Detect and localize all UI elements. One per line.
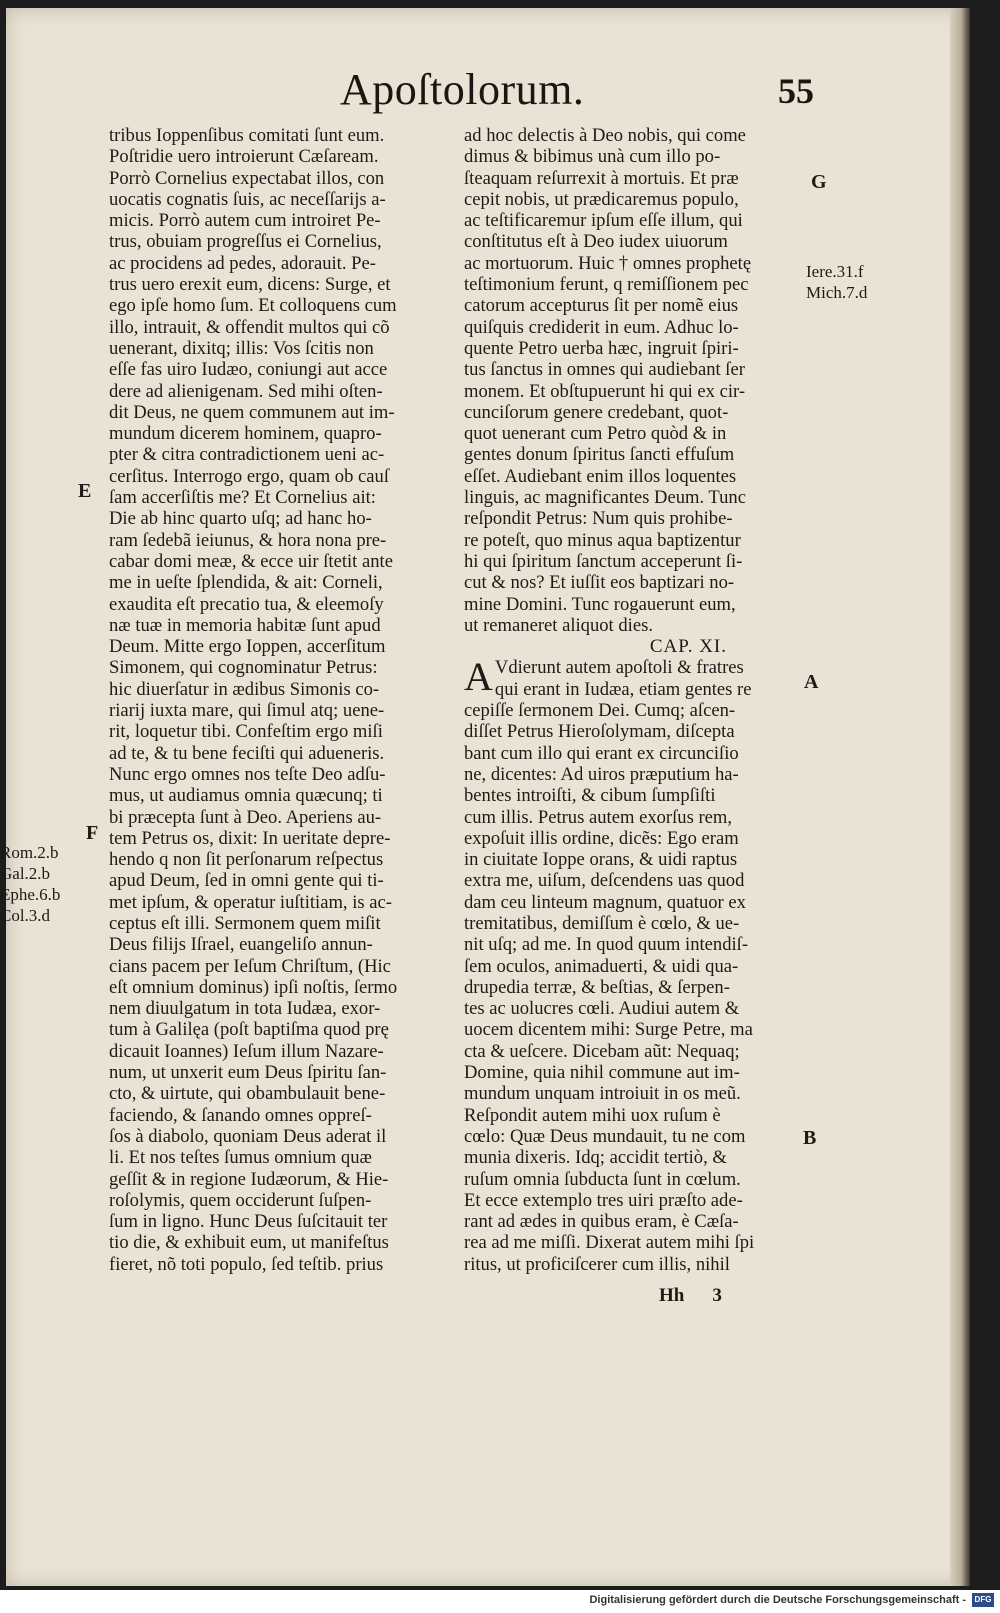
text-line: linguis, ac magnificantes Deum. Tunc xyxy=(464,487,746,509)
text-line: ut remaneret aliquot dies. xyxy=(464,614,653,636)
text-line: tem Petrus os, dixit: In ueritate depre- xyxy=(109,827,391,849)
text-line: Reſpondit autem mihi uox ruſum è xyxy=(464,1104,721,1126)
text-line: num, ut unxerit eum Deus ſpiritu ſan- xyxy=(109,1062,387,1084)
text-line: hi qui ſpiritum ſanctum acceperunt ſi- xyxy=(464,550,743,572)
text-line: uenerant, dixitq; illis: Vos ſcitis non xyxy=(109,337,374,359)
text-line: mine Domini. Tunc rogauerunt eum, xyxy=(464,593,736,615)
text-line: nit uſq; ad me. In quod quum intendiſ- xyxy=(464,934,749,956)
text-line: Domine, quia nihil commune aut im- xyxy=(464,1062,740,1084)
text-line: cut & nos? Et iuſſit eos baptizari no- xyxy=(464,572,735,594)
page-spine-edge xyxy=(950,8,970,1586)
text-line: re poteſt, quo minus aqua baptizentur xyxy=(464,529,741,551)
text-line: dere ad alienigenam. Sed mihi oſten- xyxy=(109,380,383,402)
text-line: diſſet Petrus Hieroſolymam, diſcepta xyxy=(464,721,735,743)
text-line: trus uero erexit eum, dicens: Surge, et xyxy=(109,274,391,296)
text-line: ne, dicentes: Ad uiros præputium ha- xyxy=(464,763,739,785)
right-column-before-chapter xyxy=(464,125,797,636)
text-line: trus, obuiam progreſſus ei Cornelius, xyxy=(109,231,382,253)
text-line: exaudita eſt precatio tua, & eleemoſy xyxy=(109,593,384,615)
text-line: quiſquis crediderit in eum. Adhuc lo- xyxy=(464,316,739,338)
text-line: tes ac uolucres cœli. Audiui autem & xyxy=(464,998,740,1020)
text-line: rant ad ædes in quibus eram, è Cæſa- xyxy=(464,1211,739,1233)
text-line: extra me, uiſum, deſcendens uas quod xyxy=(464,870,745,892)
text-line: munia dixeris. Idq; accidit tertiò, & xyxy=(464,1147,727,1169)
text-line: cians pacem per Ieſum Chriſtum, (Hic xyxy=(109,955,391,977)
book-page xyxy=(0,8,966,1586)
text-line: Nunc ergo omnes nos teſte Deo adſu- xyxy=(109,763,386,785)
text-line: cabar domi meæ, & ecce uir ſtetit ante xyxy=(109,550,393,572)
text-line: cta & ueſcere. Dicebam aũt: Nequaq; xyxy=(464,1040,740,1062)
text-line: cunciſorum genere credebant, quot- xyxy=(464,401,729,423)
text-line: geſſit & in regione Iudæorum, & Hie- xyxy=(109,1168,389,1190)
margin-ref: Ephe.6.b xyxy=(0,885,61,904)
margin-letter-f: F xyxy=(86,822,99,844)
text-line: teſtimonium ferunt, q remiſſionem pec xyxy=(464,274,749,296)
text-line: cum illis. Petrus autem exorſus rem, xyxy=(464,806,733,828)
margin-letter-a: A xyxy=(804,671,819,693)
text-line: ſem oculos, animaduerti, & uidi qua- xyxy=(464,955,739,977)
margin-ref: Gal.2.b xyxy=(0,864,51,883)
text-line: eſſet. Audiebant enim illos loquentes xyxy=(464,465,737,487)
text-line: uocatis cognatis ſuis, ac neceſſarijs a- xyxy=(109,188,386,210)
text-line: in ciuitate Ioppe orans, & uidi raptus xyxy=(464,849,738,871)
text-line: hendo q non ſit perſonarum reſpectus xyxy=(109,849,384,871)
text-line: gentes donum ſpiritus ſancti effuſum xyxy=(464,444,735,466)
dfg-logo: DFG xyxy=(972,1593,994,1607)
text-line: ram ſedebã ieiunus, & hora nona pre- xyxy=(109,529,387,551)
page-number: 55 xyxy=(778,71,814,111)
text-line: dimus & bibimus unà cum illo po- xyxy=(464,146,721,168)
right-text-column xyxy=(464,125,797,1275)
text-line: cepit nobis, ut prædicaremus populo, xyxy=(464,188,739,210)
signature-number: 3 xyxy=(712,1285,722,1306)
text-line: roſolymis, quem occiderunt ſuſpen- xyxy=(109,1189,372,1211)
text-line: bant cum illo qui erant ex circunciſio xyxy=(464,742,739,764)
text-line: tus ſanctus in omnes qui audiebant ſer xyxy=(464,359,745,381)
chapter-dropcap: A xyxy=(464,654,493,700)
margin-refs-left xyxy=(0,842,60,926)
margin-letter-b: B xyxy=(803,1127,817,1149)
margin-ref: Mich.7.d xyxy=(806,283,868,302)
text-line: expoſuit illis ordine, dicẽs: Ego eram xyxy=(464,827,739,849)
text-line: cerſitus. Interrogo ergo, quam ob cauſ xyxy=(109,465,390,487)
text-line: ac teſtificaremur ipſum eſſe illum, qui xyxy=(464,210,743,232)
text-line: dicauit Ioannes) Ieſum illum Nazare- xyxy=(109,1040,384,1062)
text-line: faciendo, & ſanando omnes oppreſ- xyxy=(109,1104,372,1126)
text-line: Deus filijs Iſrael, euangeliſo annun- xyxy=(109,934,373,956)
margin-ref: Col.3.d xyxy=(0,906,51,925)
text-line: ruſum omnia ſubducta ſunt in cœlum. xyxy=(464,1168,741,1190)
text-line: mundum unquam introiuit in os meũ. xyxy=(464,1083,741,1105)
text-line: ſam accerſiſtis me? Et Cornelius ait: xyxy=(109,487,376,509)
text-line: dit Deus, ne quem communem aut im- xyxy=(109,401,395,423)
text-line: Porrò Cornelius expectabat illos, con xyxy=(109,167,385,189)
text-line: me in ueſte ſplendida, & ait: Corneli, xyxy=(109,572,383,594)
text-line: Et ecce extemplo tres uiri præſto ade- xyxy=(464,1189,743,1211)
text-line: quot uenerant cum Petro quòd & in xyxy=(464,423,727,445)
text-line: li. Et nos teſtes ſumus omnium quæ xyxy=(109,1147,372,1169)
right-column-after-chapter xyxy=(464,654,797,1275)
text-line: rit, loquetur tibi. Confeſtim ergo miſi xyxy=(109,721,383,743)
text-line: riarij iuxta mare, qui ſimul atq; uene- xyxy=(109,700,385,722)
text-line: reſpondit Petrus: Num quis prohibe- xyxy=(464,508,733,530)
catchword-line xyxy=(659,1285,722,1307)
text-line: eſt omnium dominus) ipſi noſtis, ſermo xyxy=(109,976,398,998)
running-head-title: Apoſtolorum. xyxy=(340,65,585,114)
text-line: ſum in ligno. Hunc Deus ſuſcitauit ter xyxy=(109,1211,388,1233)
text-line: cepiſſe ſermonem Dei. Cumq; aſcen- xyxy=(464,700,736,722)
signature-mark: Hh xyxy=(659,1285,685,1306)
text-line: tum à Galilęa (poſt baptiſma quod prę xyxy=(109,1019,389,1041)
text-line: Vdierunt autem apoſtoli & fratres xyxy=(494,657,744,679)
text-line: rea ad me miſſi. Dixerat autem mihi ſpi xyxy=(464,1232,755,1254)
footer-bar xyxy=(0,1590,1000,1613)
text-line: drupedia terræ, & beſtias, & ſerpen- xyxy=(464,976,730,998)
text-line: ad te, & tu bene feciſti qui adueneris. xyxy=(109,742,385,764)
text-line: pter & citra contradictionem ueni ac- xyxy=(109,444,385,466)
text-line: hic diuerſatur in ædibus Simonis co- xyxy=(109,678,380,700)
margin-ref: Rom.2.b xyxy=(0,843,59,862)
text-line: mus, ut audiamus omnia quæcunq; ti xyxy=(109,785,383,807)
text-line: monem. Et obſtupuerunt hi qui ex cir- xyxy=(464,380,746,402)
text-line: ac procidens ad pedes, adorauit. Pe- xyxy=(109,252,376,274)
chapter-heading: CAP. XI. xyxy=(649,636,727,658)
margin-ref: Iere.31.f xyxy=(806,262,864,281)
text-line: dam ceu linteum magnum, quatuor ex xyxy=(464,891,746,913)
text-line: uocem dicentem mihi: Surge Petre, ma xyxy=(464,1019,753,1041)
text-line: næ tuæ in memoria habitæ ſunt apud xyxy=(109,614,381,636)
text-line: met ipſum, & operatur iuſtitiam, is ac- xyxy=(109,891,392,913)
text-line: quente Petro uerba hæc, ingruit ſpiri- xyxy=(464,337,739,359)
text-line: apud Deum, ſed in omni gente qui ti- xyxy=(109,870,384,892)
text-line: fieret, nõ toti populo, ſed teſtib. prius xyxy=(109,1253,384,1275)
text-line: conſtitutus eſt à Deo iudex uiuorum xyxy=(464,231,728,253)
text-line: cœlo: Quæ Deus mundauit, tu ne com xyxy=(464,1125,746,1147)
text-line: tremitatibus, demiſſum è cœlo, & ue- xyxy=(464,912,740,934)
text-line: ritus, ut proficiſcerer cum illis, nihil xyxy=(464,1253,730,1275)
text-line: mundum dicerem hominem, quapro- xyxy=(109,423,382,445)
text-line: Deum. Mitte ergo Ioppen, accerſitum xyxy=(109,636,386,658)
text-line: Simonem, qui cognominatur Petrus: xyxy=(109,657,378,679)
footer-credit: Digitalisierung gefördert durch die Deutsche Forschungsgemeinschaft - xyxy=(589,1594,966,1606)
text-line: bi præcepta ſunt à Deo. Aperiens au- xyxy=(109,806,382,828)
text-line: bentes introiſti, & cibum ſumpſiſti xyxy=(464,785,716,807)
text-line: ſos à diabolo, quoniam Deus aderat il xyxy=(109,1125,387,1147)
text-line: Die ab hinc quarto uſq; ad hanc ho- xyxy=(109,508,372,530)
left-text-column xyxy=(109,125,444,1275)
text-line: catorum accepturus ſit per nomẽ eius xyxy=(464,295,739,317)
text-line: Poſtridie uero introierunt Cæſaream. xyxy=(109,146,379,168)
margin-refs-right xyxy=(806,261,867,303)
text-line: ſteaquam reſurrexit à mortuis. Et præ xyxy=(464,167,739,189)
text-line: micis. Porrò autem cum introiret Pe- xyxy=(109,210,381,232)
text-line: nem diuulgatum in tota Iudæa, exor- xyxy=(109,998,381,1020)
text-line: qui erant in Iudæa, etiam gentes re xyxy=(494,678,752,700)
text-line: ego ipſe homo ſum. Et colloquens cum xyxy=(109,295,397,317)
text-line: cto, & uirtute, qui obambulauit bene- xyxy=(109,1083,386,1105)
text-line: tribus Ioppenſibus comitati ſunt eum. xyxy=(109,125,385,146)
text-line: eſſe fas uiro Iudæo, coniungi aut acce xyxy=(109,359,388,381)
text-line: tio die, & exhibuit eum, ut manifeſtus xyxy=(109,1232,389,1254)
text-line: illo, intrauit, & offendit multos qui cõ xyxy=(109,316,390,338)
text-line: ac mortuorum. Huic † omnes prophetę xyxy=(464,252,752,274)
margin-letter-g: G xyxy=(811,171,827,193)
text-line: ceptus eſt illi. Sermonem quem miſit xyxy=(109,912,381,934)
margin-letter-e: E xyxy=(78,480,92,502)
text-line: ad hoc delectis à Deo nobis, qui come xyxy=(464,125,746,146)
